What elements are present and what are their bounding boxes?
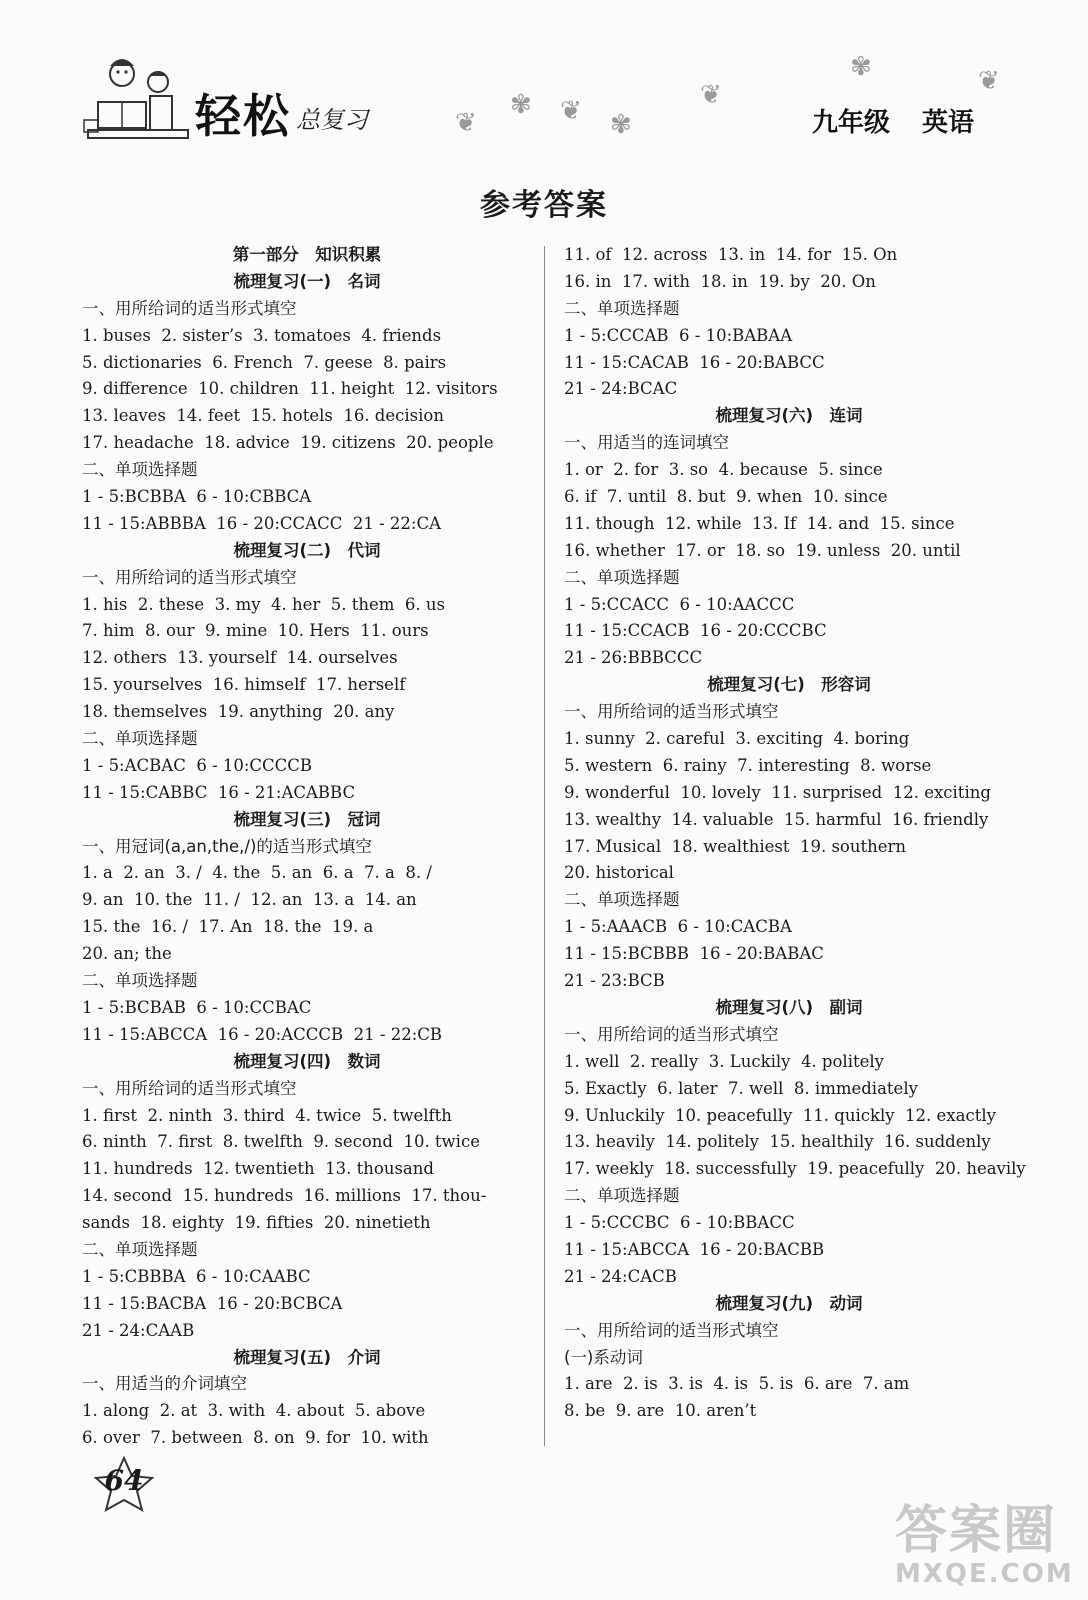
answer-line: 1. his 2. these 3. my 4. her 5. them 6. us <box>82 594 446 614</box>
answer-line: 21 - 26:BBBCCC <box>564 648 703 668</box>
subsection-label: 一、用所给词的适当形式填空 <box>82 298 297 318</box>
answer-line: 11 - 15:ABBBA 16 - 20:CCACC 21 - 22:CA <box>82 513 441 533</box>
answer-line: 11. hundreds 12. twentieth 13. thousand <box>82 1159 434 1179</box>
answer-line: 14. second 15. hundreds 16. millions 17. thou- <box>82 1186 487 1206</box>
section-heading: 第一部分 知识积累 <box>232 245 382 264</box>
answer-line: 9. Unluckily 10. peacefully 11. quickly 12. exactly <box>564 1105 996 1125</box>
subsection-label: 二、单项选择题 <box>82 460 198 480</box>
section-heading: 梳理复习(二) 代词 <box>233 540 381 560</box>
answer-line: 1 - 5:AAACB 6 - 10:CACBA <box>564 917 792 937</box>
answer-line: 11. though 12. while 13. If 14. and 15. since <box>564 513 955 533</box>
subsection-label: 一、用所给词的适当形式填空 <box>82 1078 297 1098</box>
answer-line: 1 - 5:ACBAC 6 - 10:CCCCB <box>82 755 313 775</box>
answer-line: 21 - 24:CAAB <box>82 1320 195 1340</box>
answer-line: 6. ninth 7. first 8. twelfth 9. second 10. twice <box>82 1132 480 1152</box>
answer-line: 9. wonderful 10. lovely 11. surprised 12. exciting <box>564 782 991 802</box>
answer-line: 17. weekly 18. successfully 19. peacefully 20. heavily <box>564 1159 1026 1179</box>
answer-line: sands 18. eighty 19. fifties 20. ninetieth <box>82 1213 431 1233</box>
answer-line: 5. western 6. rainy 7. interesting 8. worse <box>564 755 932 775</box>
answer-line: 20. historical <box>564 863 674 883</box>
answer-line: 15. yourselves 16. himself 17. herself <box>82 675 406 695</box>
answer-line: 1. are 2. is 3. is 4. is 5. is 6. are 7. am <box>564 1374 910 1394</box>
answer-line: 16. in 17. with 18. in 19. by 20. On <box>564 271 876 291</box>
answer-line: 11 - 15:ABCCA 16 - 20:BACBB <box>564 1239 825 1259</box>
answer-line: 1. or 2. for 3. so 4. because 5. since <box>564 460 883 480</box>
subsection-label: 二、单项选择题 <box>564 298 680 318</box>
answer-line: 6. over 7. between 8. on 9. for 10. with <box>82 1428 429 1448</box>
maple-leaf-icon: ✾ <box>850 52 872 82</box>
answer-line: 11. of 12. across 13. in 14. for 15. On <box>564 245 898 264</box>
page-number: 64 <box>104 1464 144 1497</box>
maple-leaf-icon: ❦ <box>455 108 477 138</box>
answer-line: 5. dictionaries 6. French 7. geese 8. pairs <box>82 352 447 372</box>
answer-line: 1. well 2. really 3. Luckily 4. politely <box>564 1051 884 1071</box>
page-number-badge <box>92 1456 156 1512</box>
answer-line: 18. themselves 19. anything 20. any <box>82 702 395 722</box>
answer-line: 17. headache 18. advice 19. citizens 20. people <box>82 433 494 453</box>
subject-label: 英语 <box>922 108 975 138</box>
subsection-label: 一、用所给词的适当形式填空 <box>564 1320 779 1340</box>
maple-leaf-icon: ✾ <box>610 110 632 140</box>
answer-line: 12. others 13. yourself 14. ourselves <box>82 648 398 668</box>
column-divider <box>544 246 545 1446</box>
answer-line: 15. the 16. / 17. An 18. the 19. a <box>82 917 374 937</box>
answer-line: 21 - 23:BCB <box>564 971 665 991</box>
grade-label: 九年级 <box>812 108 891 138</box>
section-heading: 梳理复习(九) 动词 <box>715 1293 863 1313</box>
subsection-label: 二、单项选择题 <box>82 1239 198 1259</box>
section-heading: 梳理复习(三) 冠词 <box>233 809 381 829</box>
page-header <box>0 0 1088 170</box>
maple-leaf-icon: ✾ <box>510 90 532 120</box>
watermark <box>895 1488 1074 1589</box>
section-heading: 梳理复习(六) 连词 <box>715 406 863 426</box>
subsection-label: (一)系动词 <box>564 1347 643 1367</box>
watermark-url: MXQE.COM <box>895 1559 1074 1589</box>
answer-line: 1. first 2. ninth 3. third 4. twice 5. twelfth <box>82 1105 452 1125</box>
answer-line: 17. Musical 18. wealthiest 19. southern <box>564 836 907 856</box>
section-heading: 梳理复习(四) 数词 <box>233 1051 381 1071</box>
subsection-label: 一、用所给词的适当形式填空 <box>564 1024 779 1044</box>
section-heading: 梳理复习(五) 介词 <box>233 1347 381 1367</box>
answer-line: 8. be 9. are 10. aren’t <box>564 1401 757 1421</box>
subsection-label: 一、用所给词的适当形式填空 <box>82 567 297 587</box>
answer-line: 11 - 15:BCBBB 16 - 20:BABAC <box>564 944 824 964</box>
answer-line: 9. difference 10. children 11. height 12. visitors <box>82 379 498 399</box>
answer-line: 1. buses 2. sister’s 3. tomatoes 4. friends <box>82 325 442 345</box>
section-heading: 梳理复习(八) 副词 <box>715 997 863 1017</box>
subsection-label: 二、单项选择题 <box>82 971 198 991</box>
section-heading: 梳理复习(一) 名词 <box>233 271 381 291</box>
answer-line: 1 - 5:BCBAB 6 - 10:CCBAC <box>82 997 312 1017</box>
subsection-label: 二、单项选择题 <box>564 1186 680 1206</box>
subsection-label: 二、单项选择题 <box>564 890 680 910</box>
answer-line: 1 - 5:BCBBA 6 - 10:CBBCA <box>82 487 312 507</box>
maple-leaf-icon: ❦ <box>978 66 1000 96</box>
answer-line: 5. Exactly 6. later 7. well 8. immediately <box>564 1078 918 1098</box>
brand-title: 轻松 <box>195 89 291 143</box>
answer-line: 20. an; the <box>82 944 172 964</box>
answer-line: 9. an 10. the 11. / 12. an 13. a 14. an <box>82 890 417 910</box>
answer-line: 1 - 5:CBBBA 6 - 10:CAABC <box>82 1266 311 1286</box>
answer-line: 21 - 24:BCAC <box>564 379 678 399</box>
answer-line: 1 - 5:CCACC 6 - 10:AACCC <box>564 594 795 614</box>
answer-line: 1. along 2. at 3. with 4. about 5. above <box>82 1401 426 1421</box>
answer-line: 11 - 15:CABBC 16 - 21:ACABBC <box>82 782 356 802</box>
answer-line: 6. if 7. until 8. but 9. when 10. since <box>564 487 888 507</box>
answer-line: 11 - 15:ABCCA 16 - 20:ACCCB 21 - 22:CB <box>82 1024 443 1044</box>
answer-line: 11 - 15:BACBA 16 - 20:BCBCA <box>82 1293 343 1313</box>
brand-subtitle: 总复习 <box>296 106 368 134</box>
answer-line: 1. a 2. an 3. / 4. the 5. an 6. a 7. a 8. / <box>82 863 432 883</box>
subsection-label: 二、单项选择题 <box>564 567 680 587</box>
answer-line: 11 - 15:CACAB 16 - 20:BABCC <box>564 352 825 372</box>
answer-line: 1 - 5:CCCAB 6 - 10:BABAA <box>564 325 793 345</box>
subsection-label: 一、用适当的介词填空 <box>82 1374 247 1394</box>
watermark-text: 答案圈 <box>895 1501 1058 1561</box>
section-heading: 梳理复习(七) 形容词 <box>707 675 871 695</box>
answer-line: 21 - 24:CACB <box>564 1266 677 1286</box>
answer-line: 7. him 8. our 9. mine 10. Hers 11. ours <box>82 621 429 641</box>
left-column <box>82 242 532 1452</box>
subsection-label: 二、单项选择题 <box>82 729 198 749</box>
answer-line: 1. sunny 2. careful 3. exciting 4. boring <box>564 729 910 749</box>
answer-line: 13. heavily 14. politely 15. healthily 16. suddenly <box>564 1132 991 1152</box>
answer-line: 11 - 15:CCACB 16 - 20:CCCBC <box>564 621 827 641</box>
subsection-label: 一、用所给词的适当形式填空 <box>564 702 779 722</box>
maple-leaf-icon: ❦ <box>700 80 722 110</box>
maple-leaf-icon: ❦ <box>560 96 582 126</box>
right-column <box>564 242 1026 1425</box>
page-title: 参考答案 <box>480 188 608 223</box>
answer-line: 13. wealthy 14. valuable 15. harmful 16. friendly <box>564 809 989 829</box>
subsection-label: 一、用冠词(a,an,the,/)的适当形式填空 <box>82 836 372 856</box>
answer-line: 1 - 5:CCCBC 6 - 10:BBACC <box>564 1213 795 1233</box>
answer-line: 13. leaves 14. feet 15. hotels 16. decision <box>82 406 444 426</box>
kids-reading-illustration <box>80 52 200 142</box>
answer-line: 16. whether 17. or 18. so 19. unless 20. until <box>564 540 961 560</box>
subsection-label: 一、用适当的连词填空 <box>564 433 729 453</box>
